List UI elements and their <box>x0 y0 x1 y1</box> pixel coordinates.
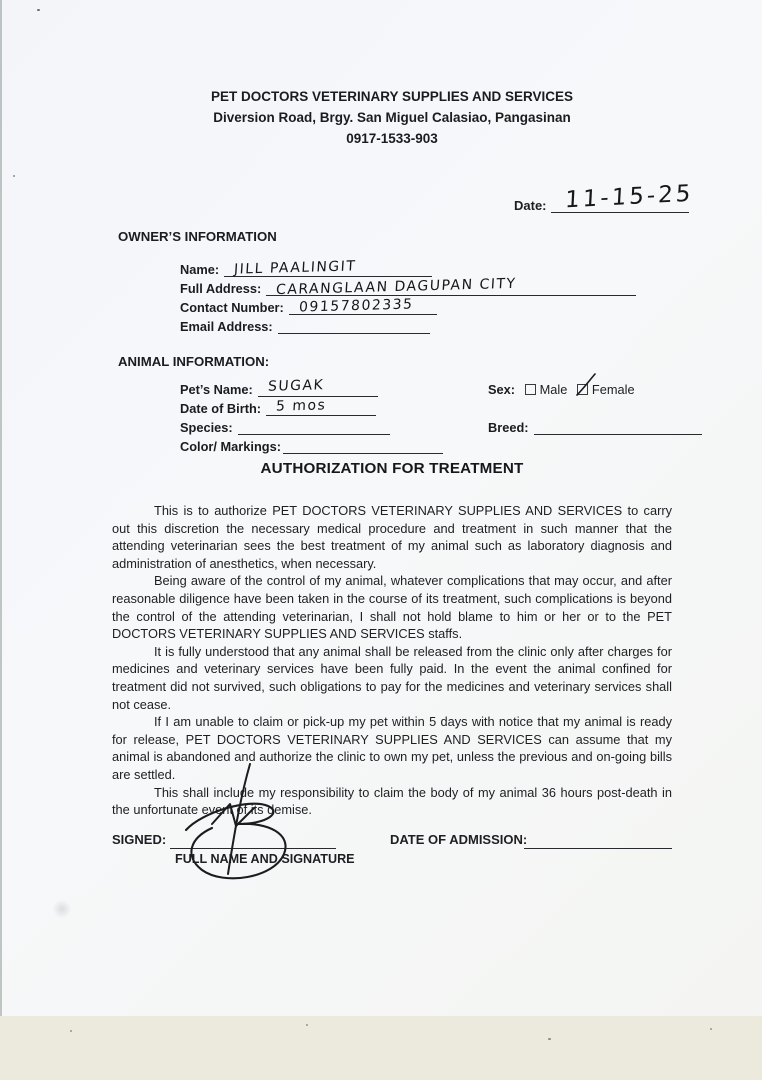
clinic-header <box>112 86 672 149</box>
scan-speck <box>548 1038 551 1040</box>
male-label: Male <box>539 382 568 397</box>
color-markings-label: Color/ Markings: <box>180 439 281 454</box>
sex-field <box>488 382 635 397</box>
owner-address-handwritten: CARANGLAAN DAGUPAN CITY <box>275 275 518 299</box>
clinic-name: PET DOCTORS VETERINARY SUPPLIES AND SERVICES <box>210 89 574 104</box>
female-check-mark <box>575 373 597 397</box>
scan-smudge <box>52 900 72 918</box>
dob-underline <box>266 397 376 416</box>
date-field <box>514 180 694 214</box>
color-markings-row <box>180 439 443 458</box>
scan-speck <box>306 1024 308 1026</box>
scan-speck <box>710 1028 712 1030</box>
owner-name-underline <box>224 258 432 278</box>
animal-fields <box>180 377 635 458</box>
scan-speck <box>70 1030 72 1032</box>
owner-contact-row <box>180 296 636 319</box>
handwritten-signature <box>172 762 322 892</box>
signed-label: SIGNED: <box>112 832 167 847</box>
scan-speck <box>13 175 15 177</box>
paper-left-edge <box>0 0 2 1016</box>
admission-date-underline <box>524 832 672 849</box>
date-handwritten-value: 11-15-25 <box>563 180 694 214</box>
admission-date-label: DATE OF ADMISSION: <box>390 832 528 847</box>
owner-info-heading: OWNER’S INFORMATION <box>118 229 277 244</box>
scanner-background <box>0 1016 762 1080</box>
female-checkbox-checked <box>577 384 588 395</box>
female-label: Female <box>591 382 635 397</box>
scan-speck <box>37 9 40 11</box>
breed-label: Breed: <box>488 420 529 435</box>
owner-contact-label: Contact Number: <box>180 300 284 315</box>
breed-field <box>488 420 702 435</box>
authorization-title: AUTHORIZATION FOR TREATMENT <box>260 460 524 477</box>
clinic-address: Diversion Road, Brgy. San Miguel Calasiao, Pangasinan <box>213 110 571 125</box>
sex-label: Sex: <box>488 382 516 397</box>
date-label: Date: <box>514 198 547 213</box>
dob-handwritten: 5 mos <box>275 397 327 415</box>
clinic-phone: 0917-1533-903 <box>346 131 438 146</box>
signed-caption: FULL NAME AND SIGNATURE <box>175 852 355 866</box>
owner-contact-handwritten: 09157802335 <box>298 296 414 316</box>
owner-email-row <box>180 319 636 338</box>
owner-address-underline <box>266 275 636 299</box>
species-underline <box>238 421 390 435</box>
dob-row <box>180 397 443 420</box>
male-checkbox <box>525 384 536 395</box>
pet-name-underline <box>258 377 378 397</box>
authorization-paragraph-4: If I am unable to claim or pick-up my pet within 5 days with notice that my animal is ready for release, PET DOCTORS VETERINARY SUPPLIES AND SERVICES can assume that my animal is abandoned and authorize the clinic to own my pet, unless the previous and on-going bills are settled. <box>112 714 672 782</box>
species-label: Species: <box>180 420 233 435</box>
owner-email-underline <box>278 320 430 334</box>
authorization-paragraph-1: This is to authorize PET DOCTORS VETERINARY SUPPLIES AND SERVICES to carry out this discretion the necessary medical procedure and treatment in such manner that the attending veterinarian sees the best treatment of my animal such as laboratory diagnosis and administration of anesthetics, when necessary. <box>112 503 672 571</box>
pet-name-handwritten: SUGAK <box>267 377 325 395</box>
owner-address-label: Full Address: <box>180 281 262 296</box>
color-markings-underline <box>283 440 443 454</box>
authorization-paragraph-2: Being aware of the control of my animal, whatever complications that may occur, and after reasonable diligence have been taken in the course of its treatment, such complications is beyond the control of the attending veterinarian, I shall not hold blame to him or her or to the PET DOCTORS VETERINARY SUPPLIES AND SERVICES staffs. <box>112 573 672 642</box>
owner-name-label: Name: <box>180 262 220 277</box>
pet-name-label: Pet’s Name: <box>180 382 253 397</box>
owner-email-label: Email Address: <box>180 319 273 334</box>
authorization-paragraph-5: This shall include my responsibility to claim the body of my animal 36 hours post-death in the unfortunate event of its demise. <box>112 784 672 818</box>
animal-info-heading: ANIMAL INFORMATION: <box>118 354 270 369</box>
owner-contact-underline <box>289 296 437 316</box>
breed-underline <box>534 421 702 435</box>
authorization-paragraph-3: It is fully understood that any animal shall be released from the clinic only after charges for medicines and veterinary services have been fully paid. In the event the animal confined for treatment did not survived, such obligations to pay for the medicines and veterinary services shall not cease. <box>112 643 672 712</box>
species-row <box>180 420 529 439</box>
dob-label: Date of Birth: <box>180 401 262 416</box>
owner-fields <box>180 258 636 338</box>
date-underline <box>551 180 694 214</box>
owner-name-handwritten: JILL PAALINGIT <box>233 258 357 278</box>
